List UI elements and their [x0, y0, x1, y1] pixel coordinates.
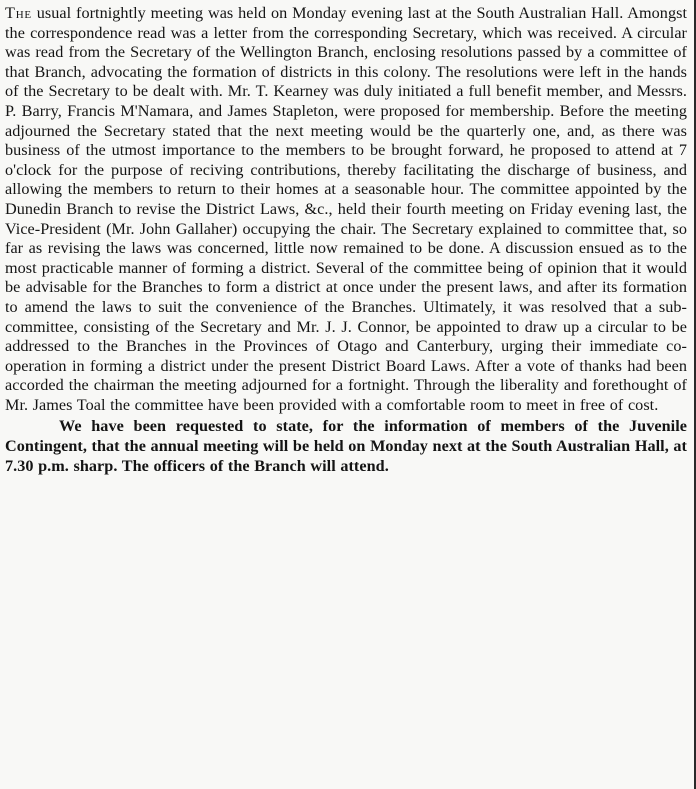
paragraph-juvenile-notice-text: We have been requested to state, for the information of members of the Juvenile Contingent, that the annual meeting will be held on Monday next at the South Australian Hall, at 7.30 p.m. sharp. The officers of the Branch will attend. [5, 417, 687, 475]
lead-word: The [5, 4, 32, 22]
paragraph-juvenile-notice [5, 417, 687, 476]
paragraph-meeting-report [5, 4, 687, 415]
article-body [5, 4, 687, 476]
paragraph-meeting-report-text: usual fortnightly meeting was held on Monday evening last at the South Australian Hall. Amongst the correspondence read was a letter from the corresponding Secretary, which was received. A circular was read from the Secretary of the Wellington Branch, enclosing resolutions passed by a committee of that Branch, advocating the formation of districts in this colony. The resolutions were left in the hands of the Secretary to be dealt with. Mr. T. Kearney was duly initiated a full benefit member, and Messrs. P. Barry, Francis M'Namara, and James Stapleton, were proposed for membership. Before the meeting adjourned the Secretary stated that the next meeting would be the quarterly one, and, as there was business of the utmost importance to the members to be brought forward, he proposed to attend at 7 o'clock for the purpose of reciving contributions, thereby facilitating the discharge of business, and allowing the members to return to their homes at a seasonable hour. The committee appointed by the Dunedin Branch to revise the District Laws, &c., held their fourth meeting on Friday evening last, the Vice-President (Mr. John Gallaher) occupying the chair. The Secretary explained to committee that, so far as revising the laws was concerned, little now remained to be done. A discussion ensued as to the most practicable manner of forming a district. Several of the committee being of opinion that it would be advisable for the Branches to form a district at once under the present laws, and after its formation to amend the laws to suit the convenience of the Branches. Ultimately, it was resolved that a sub-committee, consisting of the Secretary and Mr. J. J. Connor, be appointed to draw up a circular to be addressed to the Branches in the Provinces of Otago and Canterbury, urging their immediate co-operation in forming a district under the present District Board Laws. After a vote of thanks had been accorded the chairman the meeting adjourned for a fortnight. Through the liberality and forethought of Mr. James Toal the committee have been provided with a comfortable room to meet in free of cost. [5, 4, 687, 414]
